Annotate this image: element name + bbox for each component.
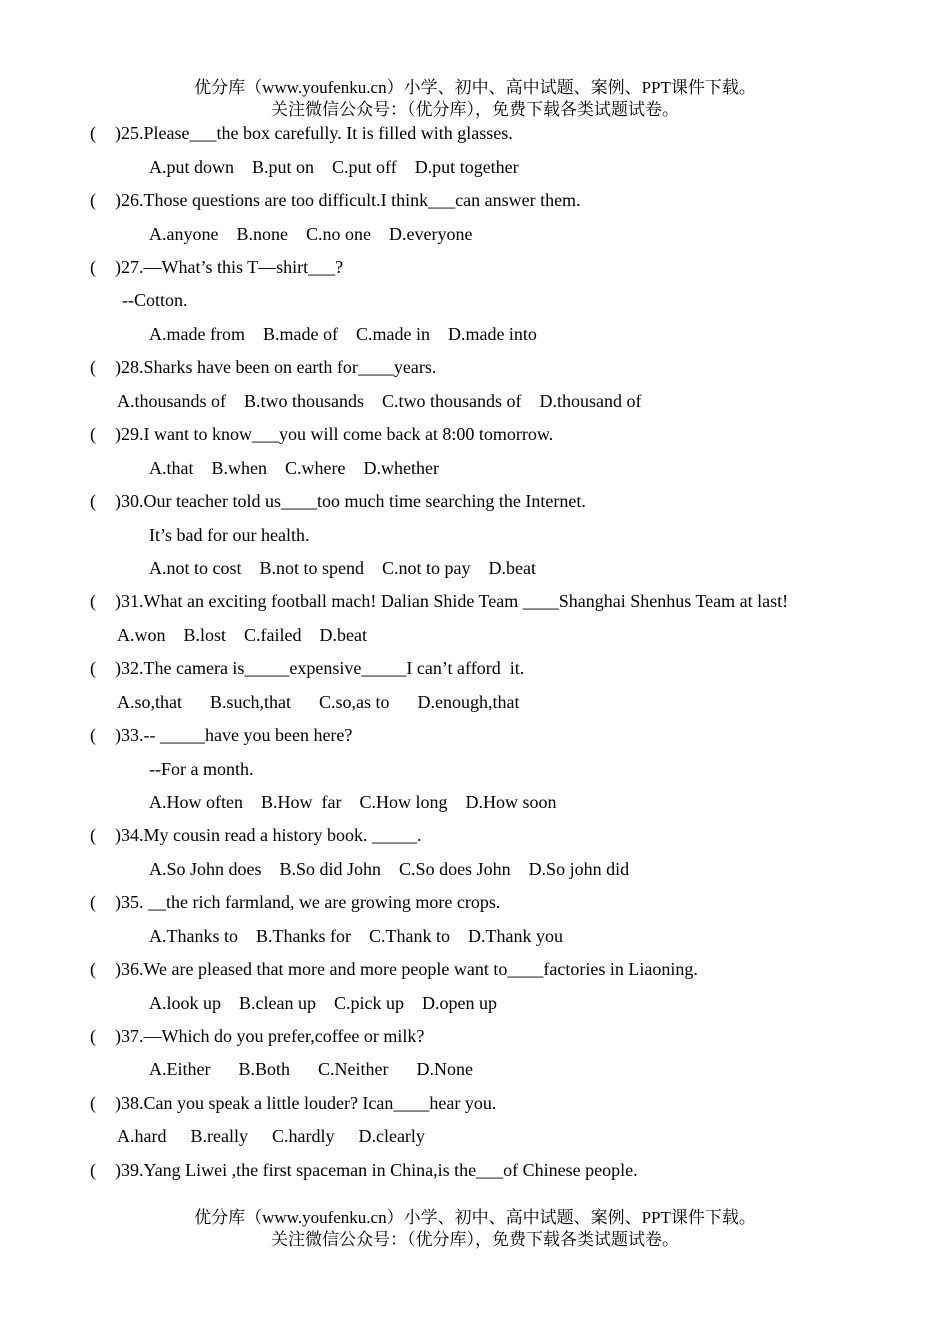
question-text: )30.Our teacher told us____too much time searching the Internet. — [115, 491, 586, 511]
option-c: C.How long — [359, 792, 448, 812]
question-28 — [90, 355, 436, 379]
question-text: )39.Yang Liwei ,the first spaceman in China,is the___of Chinese people. — [115, 1160, 638, 1180]
answer-paren: ( — [90, 190, 96, 210]
question-text: )32.The camera is_____expensive_____I can’t afford it. — [115, 658, 525, 678]
option-b: B.So did John — [279, 859, 382, 879]
continuation-30: It’s bad for our health. — [149, 525, 310, 545]
option-b: B.none — [236, 224, 288, 244]
option-d: D.made into — [447, 324, 537, 344]
option-b: B.really — [190, 1126, 248, 1146]
option-d: D.beat — [488, 558, 536, 578]
option-d: D.put together — [414, 157, 519, 177]
question-26 — [90, 188, 581, 212]
option-c: C.So does John — [399, 859, 511, 879]
option-a: A.So John does — [149, 859, 262, 879]
page-header — [0, 77, 950, 121]
option-d: D.open up — [421, 993, 497, 1013]
question-35 — [90, 890, 500, 914]
options-35 — [149, 924, 581, 948]
option-a: A.that — [149, 458, 194, 478]
question-38 — [90, 1091, 496, 1115]
option-a: A.Thanks to — [149, 926, 238, 946]
question-text: )33.-- _____have you been here? — [115, 725, 353, 745]
question-text: )25.Please___the box carefully. It is filled with glasses. — [115, 123, 513, 143]
option-d: D.enough,that — [417, 692, 520, 712]
option-c: C.pick up — [333, 993, 404, 1013]
answer-paren: ( — [90, 123, 96, 143]
option-a: A.not to cost — [149, 558, 242, 578]
option-c: C.so,as to — [319, 692, 390, 712]
option-a: A.hard — [117, 1126, 167, 1146]
answer-paren: ( — [90, 658, 96, 678]
options-27 — [149, 322, 555, 346]
option-c: C.made in — [355, 324, 430, 344]
option-a: A.look up — [149, 993, 221, 1013]
question-37 — [90, 1024, 424, 1048]
options-38 — [117, 1124, 443, 1148]
option-b: B.How far — [260, 792, 342, 812]
answer-paren: ( — [90, 825, 96, 845]
option-c: C.Thank to — [368, 926, 450, 946]
options-30 — [149, 556, 554, 580]
option-d: D.Thank you — [467, 926, 563, 946]
option-a: A.Either — [149, 1059, 211, 1079]
option-b: B.clean up — [239, 993, 316, 1013]
options-29 — [149, 456, 457, 480]
options-36 — [149, 991, 515, 1015]
option-d: D.beat — [319, 625, 367, 645]
option-d: D.thousand of — [539, 391, 642, 411]
question-text: )34.My cousin read a history book. _____. — [115, 825, 422, 845]
question-text: )29.I want to know___you will come back at 8:00 tomorrow. — [115, 424, 554, 444]
question-27 — [90, 255, 343, 279]
question-text: )31.What an exciting football mach! Dalian Shide Team ____Shanghai Shenhus Team at last! — [115, 591, 789, 611]
options-33 — [149, 790, 575, 814]
question-text: )38.Can you speak a little louder? Ican____hear you. — [115, 1093, 497, 1113]
options-34 — [149, 857, 647, 881]
answer-paren: ( — [90, 959, 96, 979]
page-footer — [0, 1207, 950, 1251]
reply-33: --For a month. — [149, 759, 254, 779]
answer-paren: ( — [90, 1160, 96, 1180]
option-c: C.failed — [244, 625, 302, 645]
answer-paren: ( — [90, 357, 96, 377]
answer-paren: ( — [90, 892, 96, 912]
options-26 — [149, 222, 490, 246]
option-d: D.everyone — [388, 224, 473, 244]
option-b: B.when — [211, 458, 267, 478]
option-d: D.So john did — [528, 859, 630, 879]
option-a: A.How often — [149, 792, 243, 812]
answer-paren: ( — [90, 1093, 96, 1113]
option-c: C.not to pay — [382, 558, 471, 578]
option-a: A.anyone — [149, 224, 219, 244]
option-d: D.clearly — [358, 1126, 425, 1146]
question-30 — [90, 489, 586, 513]
answer-paren: ( — [90, 491, 96, 511]
answer-paren: ( — [90, 1026, 96, 1046]
question-34 — [90, 823, 421, 847]
option-c: C.no one — [305, 224, 371, 244]
question-text: )27.—What’s this T—shirt___? — [115, 257, 344, 277]
header-line-2: 关注微信公众号：（优分库），免费下载各类试题试卷。 — [271, 100, 679, 119]
option-a: A.won — [117, 625, 166, 645]
option-b: B.Thanks for — [256, 926, 351, 946]
answer-paren: ( — [90, 424, 96, 444]
answer-paren: ( — [90, 591, 96, 611]
option-c: C.put off — [332, 157, 397, 177]
option-a: A.so,that — [117, 692, 182, 712]
reply-27: --Cotton. — [122, 290, 188, 310]
option-b: B.made of — [262, 324, 338, 344]
option-c: C.hardly — [271, 1126, 335, 1146]
question-text: )28.Sharks have been on earth for____years. — [115, 357, 437, 377]
option-a: A.put down — [149, 157, 234, 177]
option-d: D.whether — [363, 458, 439, 478]
option-b: B.two thousands — [244, 391, 365, 411]
option-b: B.not to spend — [259, 558, 365, 578]
question-text: )35. __the rich farmland, we are growing more crops. — [115, 892, 501, 912]
question-31 — [90, 589, 788, 613]
question-33 — [90, 723, 352, 747]
option-a: A.made from — [149, 324, 245, 344]
options-37 — [149, 1057, 491, 1081]
option-b: B.put on — [252, 157, 315, 177]
footer-line-2: 关注微信公众号：（优分库），免费下载各类试题试卷。 — [271, 1230, 679, 1249]
option-c: C.where — [285, 458, 346, 478]
option-c: C.Neither — [318, 1059, 389, 1079]
options-32 — [117, 690, 538, 714]
options-28 — [117, 389, 660, 413]
header-line-1: 优分库（www.youfenku.cn）小学、初中、高中试题、案例、PPT课件下载。 — [194, 78, 756, 97]
answer-paren: ( — [90, 725, 96, 745]
option-b: B.such,that — [210, 692, 291, 712]
option-a: A.thousands of — [117, 391, 226, 411]
question-25 — [90, 121, 513, 145]
question-32 — [90, 656, 524, 680]
option-b: B.Both — [238, 1059, 290, 1079]
question-36 — [90, 957, 698, 981]
options-31 — [117, 623, 385, 647]
options-25 — [149, 155, 537, 179]
option-c: C.two thousands of — [382, 391, 522, 411]
question-29 — [90, 422, 553, 446]
option-d: D.None — [416, 1059, 473, 1079]
question-text: )36.We are pleased that more and more people want to____factories in Liaoning. — [115, 959, 698, 979]
option-b: B.lost — [183, 625, 227, 645]
question-39 — [90, 1158, 638, 1182]
answer-paren: ( — [90, 257, 96, 277]
question-text: )37.—Which do you prefer,coffee or milk? — [115, 1026, 425, 1046]
option-d: D.How soon — [465, 792, 557, 812]
question-text: )26.Those questions are too difficult.I think___can answer them. — [115, 190, 581, 210]
footer-line-1: 优分库（www.youfenku.cn）小学、初中、高中试题、案例、PPT课件下载。 — [194, 1208, 756, 1227]
